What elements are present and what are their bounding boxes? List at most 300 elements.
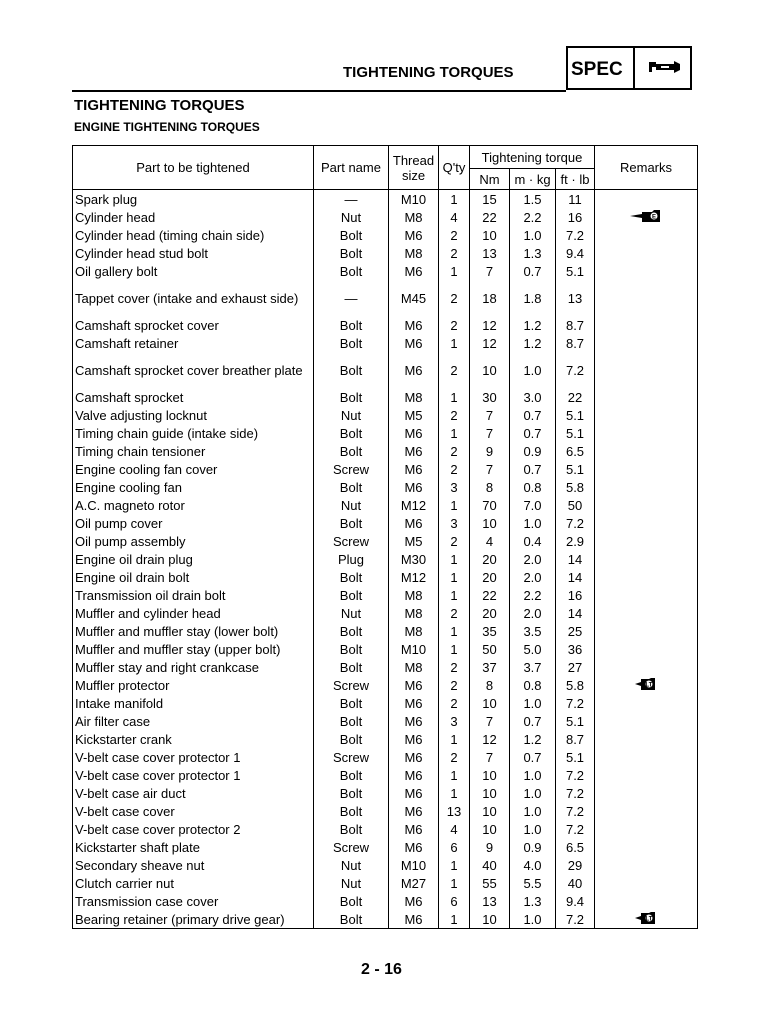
mkg-cell: 2.0: [510, 550, 556, 568]
table-row: [73, 406, 698, 424]
ftlb-cell: 8.7: [556, 316, 595, 334]
nm-cell: 10: [470, 802, 510, 820]
remarks-cell: [595, 658, 698, 676]
mkg-cell: 1.0: [510, 694, 556, 712]
part-cell: Cylinder head: [73, 208, 314, 226]
ftlb-cell: 13: [556, 280, 595, 316]
part-cell: V-belt case cover protector 2: [73, 820, 314, 838]
part-name-cell: —: [314, 280, 389, 316]
remarks-cell: [595, 532, 698, 550]
remarks-cell: [595, 352, 698, 388]
remarks-cell: [595, 586, 698, 604]
part-name-cell: Bolt: [314, 784, 389, 802]
header-rule: [72, 90, 566, 92]
table-row: [73, 712, 698, 730]
table-row: [73, 532, 698, 550]
remarks-cell: [595, 694, 698, 712]
ftlb-cell: 7.2: [556, 910, 595, 929]
mkg-cell: 1.0: [510, 820, 556, 838]
thread-size-cell: M6: [389, 262, 439, 280]
remarks-cell: [595, 514, 698, 532]
locking-agent-icon: [633, 677, 659, 694]
remarks-cell: [595, 262, 698, 280]
table-row: [73, 496, 698, 514]
part-cell: Engine cooling fan: [73, 478, 314, 496]
part-cell: Air filter case: [73, 712, 314, 730]
ftlb-cell: 36: [556, 640, 595, 658]
thread-size-cell: M8: [389, 208, 439, 226]
mkg-cell: 1.3: [510, 892, 556, 910]
qty-cell: 2: [439, 226, 470, 244]
mkg-cell: 0.8: [510, 676, 556, 694]
remarks-cell: [595, 280, 698, 316]
thread-size-cell: M8: [389, 604, 439, 622]
qty-cell: 1: [439, 424, 470, 442]
part-name-cell: Bolt: [314, 712, 389, 730]
part-name-cell: Bolt: [314, 766, 389, 784]
part-cell: Oil pump assembly: [73, 532, 314, 550]
ftlb-cell: 5.1: [556, 460, 595, 478]
qty-cell: 2: [439, 280, 470, 316]
part-cell: Timing chain guide (intake side): [73, 424, 314, 442]
torque-table-body: [73, 190, 698, 929]
ftlb-cell: 14: [556, 550, 595, 568]
svg-text:E: E: [652, 214, 657, 220]
part-cell: Tappet cover (intake and exhaust side): [73, 280, 314, 316]
qty-cell: 1: [439, 388, 470, 406]
remarks-cell: [595, 604, 698, 622]
thread-size-cell: M6: [389, 838, 439, 856]
part-name-cell: Nut: [314, 604, 389, 622]
ftlb-cell: 7.2: [556, 694, 595, 712]
nm-cell: 7: [470, 748, 510, 766]
qty-cell: 1: [439, 190, 470, 209]
thread-size-cell: M10: [389, 190, 439, 209]
header-tightening-torque: Tightening torque: [470, 146, 595, 169]
remarks-cell: [595, 676, 698, 694]
remarks-cell: [595, 190, 698, 209]
thread-size-cell: M6: [389, 820, 439, 838]
nm-cell: 7: [470, 424, 510, 442]
remarks-cell: [595, 856, 698, 874]
nm-cell: 12: [470, 730, 510, 748]
part-cell: Camshaft sprocket: [73, 388, 314, 406]
nm-cell: 35: [470, 622, 510, 640]
part-name-cell: Bolt: [314, 640, 389, 658]
ftlb-cell: 6.5: [556, 442, 595, 460]
thread-size-cell: M6: [389, 910, 439, 929]
part-name-cell: Screw: [314, 838, 389, 856]
nm-cell: 10: [470, 910, 510, 929]
remarks-cell: [595, 568, 698, 586]
nm-cell: 9: [470, 442, 510, 460]
qty-cell: 1: [439, 568, 470, 586]
nm-cell: 15: [470, 190, 510, 209]
table-row: [73, 280, 698, 316]
part-name-cell: Bolt: [314, 658, 389, 676]
thread-size-cell: M6: [389, 226, 439, 244]
qty-cell: 1: [439, 766, 470, 784]
remarks-cell: [595, 226, 698, 244]
part-cell: Transmission case cover: [73, 892, 314, 910]
header-nm: Nm: [470, 169, 510, 190]
remarks-cell: [595, 442, 698, 460]
qty-cell: 2: [439, 244, 470, 262]
remarks-cell: [595, 892, 698, 910]
ftlb-cell: 2.9: [556, 532, 595, 550]
header-part-name: Part name: [314, 146, 389, 190]
nm-cell: 10: [470, 352, 510, 388]
qty-cell: 1: [439, 784, 470, 802]
ftlb-cell: 7.2: [556, 766, 595, 784]
remarks-cell: [595, 208, 698, 226]
table-row: [73, 478, 698, 496]
table-row: [73, 586, 698, 604]
part-name-cell: Bolt: [314, 244, 389, 262]
thread-size-cell: M6: [389, 316, 439, 334]
thread-size-cell: M10: [389, 640, 439, 658]
thread-size-cell: M8: [389, 586, 439, 604]
remarks-cell: [595, 838, 698, 856]
locking-agent-icon: [633, 911, 659, 928]
mkg-cell: 0.9: [510, 838, 556, 856]
ftlb-cell: 25: [556, 622, 595, 640]
qty-cell: 2: [439, 532, 470, 550]
qty-cell: 2: [439, 748, 470, 766]
nm-cell: 10: [470, 694, 510, 712]
table-row: [73, 568, 698, 586]
table-row: [73, 658, 698, 676]
qty-cell: 2: [439, 316, 470, 334]
thread-size-cell: M8: [389, 658, 439, 676]
part-name-cell: Nut: [314, 874, 389, 892]
header-title: TIGHTENING TORQUES: [343, 64, 514, 81]
ftlb-cell: 5.1: [556, 748, 595, 766]
thread-size-cell: M5: [389, 532, 439, 550]
mkg-cell: 1.2: [510, 334, 556, 352]
spec-box: [566, 46, 692, 90]
qty-cell: 2: [439, 406, 470, 424]
thread-size-cell: M6: [389, 892, 439, 910]
mkg-cell: 0.4: [510, 532, 556, 550]
ftlb-cell: 7.2: [556, 820, 595, 838]
part-cell: Muffler and muffler stay (lower bolt): [73, 622, 314, 640]
ftlb-cell: 5.8: [556, 676, 595, 694]
part-name-cell: Screw: [314, 748, 389, 766]
mkg-cell: 2.0: [510, 604, 556, 622]
part-cell: Timing chain tensioner: [73, 442, 314, 460]
thread-size-cell: M6: [389, 334, 439, 352]
ftlb-cell: 9.4: [556, 244, 595, 262]
table-row: [73, 784, 698, 802]
part-name-cell: Bolt: [314, 424, 389, 442]
wrench-icon: [647, 58, 681, 83]
table-row: [73, 766, 698, 784]
part-cell: Cylinder head (timing chain side): [73, 226, 314, 244]
nm-cell: 7: [470, 406, 510, 424]
table-row: [73, 694, 698, 712]
table-row: [73, 730, 698, 748]
table-row: [73, 460, 698, 478]
table-row: [73, 622, 698, 640]
part-cell: V-belt case cover: [73, 802, 314, 820]
part-cell: V-belt case cover protector 1: [73, 766, 314, 784]
ftlb-cell: 5.8: [556, 478, 595, 496]
nm-cell: 10: [470, 820, 510, 838]
nm-cell: 8: [470, 676, 510, 694]
nm-cell: 10: [470, 514, 510, 532]
table-row: [73, 244, 698, 262]
table-row: [73, 748, 698, 766]
part-name-cell: Bolt: [314, 802, 389, 820]
table-row: [73, 226, 698, 244]
ftlb-cell: 8.7: [556, 334, 595, 352]
qty-cell: 1: [439, 910, 470, 929]
part-name-cell: Bolt: [314, 352, 389, 388]
nm-cell: 20: [470, 604, 510, 622]
thread-size-cell: M6: [389, 694, 439, 712]
table-row: [73, 820, 698, 838]
remarks-cell: [595, 802, 698, 820]
ftlb-cell: 40: [556, 874, 595, 892]
part-name-cell: Bolt: [314, 316, 389, 334]
nm-cell: 12: [470, 334, 510, 352]
mkg-cell: 1.0: [510, 766, 556, 784]
qty-cell: 4: [439, 820, 470, 838]
mkg-cell: 1.0: [510, 514, 556, 532]
nm-cell: 9: [470, 838, 510, 856]
svg-text:LT: LT: [645, 682, 653, 688]
part-cell: Valve adjusting locknut: [73, 406, 314, 424]
thread-size-cell: M6: [389, 676, 439, 694]
mkg-cell: 3.7: [510, 658, 556, 676]
nm-cell: 13: [470, 244, 510, 262]
part-cell: V-belt case air duct: [73, 784, 314, 802]
mkg-cell: 1.0: [510, 226, 556, 244]
qty-cell: 3: [439, 514, 470, 532]
part-cell: A.C. magneto rotor: [73, 496, 314, 514]
remarks-cell: [595, 748, 698, 766]
nm-cell: 7: [470, 262, 510, 280]
part-name-cell: Bolt: [314, 388, 389, 406]
thread-size-cell: M8: [389, 244, 439, 262]
header-ftlb: ft · lb: [556, 169, 595, 190]
qty-cell: 2: [439, 658, 470, 676]
table-row: [73, 262, 698, 280]
ftlb-cell: 7.2: [556, 802, 595, 820]
ftlb-cell: 7.2: [556, 226, 595, 244]
mkg-cell: 1.3: [510, 244, 556, 262]
mkg-cell: 0.7: [510, 424, 556, 442]
mkg-cell: 0.7: [510, 406, 556, 424]
thread-size-cell: M6: [389, 514, 439, 532]
part-name-cell: Screw: [314, 532, 389, 550]
mkg-cell: 0.8: [510, 478, 556, 496]
mkg-cell: 1.0: [510, 910, 556, 929]
part-name-cell: Bolt: [314, 514, 389, 532]
part-cell: Clutch carrier nut: [73, 874, 314, 892]
remarks-cell: [595, 874, 698, 892]
remarks-cell: [595, 640, 698, 658]
qty-cell: 2: [439, 676, 470, 694]
qty-cell: 1: [439, 334, 470, 352]
part-name-cell: Bolt: [314, 334, 389, 352]
nm-cell: 18: [470, 280, 510, 316]
part-name-cell: Bolt: [314, 586, 389, 604]
header-part: Part to be tightened: [73, 146, 314, 190]
header-remarks: Remarks: [595, 146, 698, 190]
thread-size-cell: M6: [389, 802, 439, 820]
thread-size-cell: M5: [389, 406, 439, 424]
ftlb-cell: 6.5: [556, 838, 595, 856]
qty-cell: 4: [439, 208, 470, 226]
part-name-cell: Bolt: [314, 730, 389, 748]
part-cell: Spark plug: [73, 190, 314, 209]
part-name-cell: Plug: [314, 550, 389, 568]
remarks-cell: [595, 424, 698, 442]
mkg-cell: 5.5: [510, 874, 556, 892]
nm-cell: 40: [470, 856, 510, 874]
nm-cell: 30: [470, 388, 510, 406]
remarks-cell: [595, 406, 698, 424]
nm-cell: 8: [470, 478, 510, 496]
qty-cell: 6: [439, 838, 470, 856]
qty-cell: 1: [439, 640, 470, 658]
mkg-cell: 7.0: [510, 496, 556, 514]
ftlb-cell: 27: [556, 658, 595, 676]
part-name-cell: Bolt: [314, 442, 389, 460]
ftlb-cell: 14: [556, 568, 595, 586]
part-cell: Engine cooling fan cover: [73, 460, 314, 478]
mkg-cell: 0.7: [510, 712, 556, 730]
part-cell: Camshaft sprocket cover breather plate: [73, 352, 314, 388]
table-row: [73, 352, 698, 388]
qty-cell: 1: [439, 874, 470, 892]
ftlb-cell: 7.2: [556, 352, 595, 388]
nm-cell: 55: [470, 874, 510, 892]
nm-cell: 12: [470, 316, 510, 334]
table-row: [73, 802, 698, 820]
remarks-cell: [595, 766, 698, 784]
nm-cell: 50: [470, 640, 510, 658]
part-name-cell: Bolt: [314, 892, 389, 910]
nm-cell: 20: [470, 550, 510, 568]
qty-cell: 3: [439, 712, 470, 730]
spec-divider: [633, 48, 635, 88]
mkg-cell: 0.7: [510, 748, 556, 766]
mkg-cell: 2.0: [510, 568, 556, 586]
part-cell: Muffler stay and right crankcase: [73, 658, 314, 676]
qty-cell: 1: [439, 730, 470, 748]
remarks-cell: [595, 784, 698, 802]
part-name-cell: Nut: [314, 406, 389, 424]
thread-size-cell: M6: [389, 784, 439, 802]
part-name-cell: Bolt: [314, 226, 389, 244]
table-row: [73, 442, 698, 460]
qty-cell: 2: [439, 442, 470, 460]
table-row: [73, 424, 698, 442]
nm-cell: 22: [470, 586, 510, 604]
table-row: [73, 388, 698, 406]
ftlb-cell: 16: [556, 208, 595, 226]
table-row: [73, 892, 698, 910]
remarks-cell: [595, 730, 698, 748]
part-cell: Engine oil drain plug: [73, 550, 314, 568]
table-row: [73, 514, 698, 532]
header-thread-size: Thread size: [389, 146, 439, 190]
engine-oil-icon: [628, 209, 664, 226]
ftlb-cell: 8.7: [556, 730, 595, 748]
remarks-cell: [595, 478, 698, 496]
ftlb-cell: 7.2: [556, 784, 595, 802]
qty-cell: 1: [439, 622, 470, 640]
ftlb-cell: 5.1: [556, 406, 595, 424]
part-cell: Intake manifold: [73, 694, 314, 712]
remarks-cell: [595, 910, 698, 929]
qty-cell: 3: [439, 478, 470, 496]
qty-cell: 13: [439, 802, 470, 820]
thread-size-cell: M12: [389, 568, 439, 586]
ftlb-cell: 16: [556, 586, 595, 604]
nm-cell: 10: [470, 784, 510, 802]
section-subtitle: ENGINE TIGHTENING TORQUES: [74, 120, 260, 134]
remarks-cell: [595, 460, 698, 478]
remarks-cell: [595, 316, 698, 334]
torque-table: [72, 145, 698, 929]
mkg-cell: 2.2: [510, 208, 556, 226]
part-name-cell: Nut: [314, 856, 389, 874]
part-name-cell: Bolt: [314, 820, 389, 838]
ftlb-cell: 5.1: [556, 712, 595, 730]
mkg-cell: 1.5: [510, 190, 556, 209]
mkg-cell: 1.0: [510, 352, 556, 388]
remarks-cell: [595, 334, 698, 352]
remarks-cell: [595, 550, 698, 568]
thread-size-cell: M8: [389, 388, 439, 406]
mkg-cell: 1.2: [510, 316, 556, 334]
qty-cell: 6: [439, 892, 470, 910]
part-cell: Cylinder head stud bolt: [73, 244, 314, 262]
part-name-cell: Bolt: [314, 694, 389, 712]
qty-cell: 1: [439, 262, 470, 280]
thread-size-cell: M6: [389, 730, 439, 748]
mkg-cell: 0.7: [510, 262, 556, 280]
part-cell: Transmission oil drain bolt: [73, 586, 314, 604]
table-row: [73, 838, 698, 856]
part-name-cell: Bolt: [314, 262, 389, 280]
ftlb-cell: 29: [556, 856, 595, 874]
table-row: [73, 856, 698, 874]
part-cell: V-belt case cover protector 1: [73, 748, 314, 766]
table-row: [73, 550, 698, 568]
part-cell: Oil gallery bolt: [73, 262, 314, 280]
mkg-cell: 0.7: [510, 460, 556, 478]
nm-cell: 20: [470, 568, 510, 586]
qty-cell: 1: [439, 550, 470, 568]
nm-cell: 70: [470, 496, 510, 514]
thread-size-cell: M6: [389, 712, 439, 730]
table-row: [73, 334, 698, 352]
ftlb-cell: 9.4: [556, 892, 595, 910]
part-cell: Camshaft retainer: [73, 334, 314, 352]
ftlb-cell: 22: [556, 388, 595, 406]
nm-cell: 13: [470, 892, 510, 910]
thread-size-cell: M6: [389, 352, 439, 388]
mkg-cell: 2.2: [510, 586, 556, 604]
part-name-cell: Bolt: [314, 568, 389, 586]
table-row: [73, 190, 698, 209]
qty-cell: 1: [439, 856, 470, 874]
